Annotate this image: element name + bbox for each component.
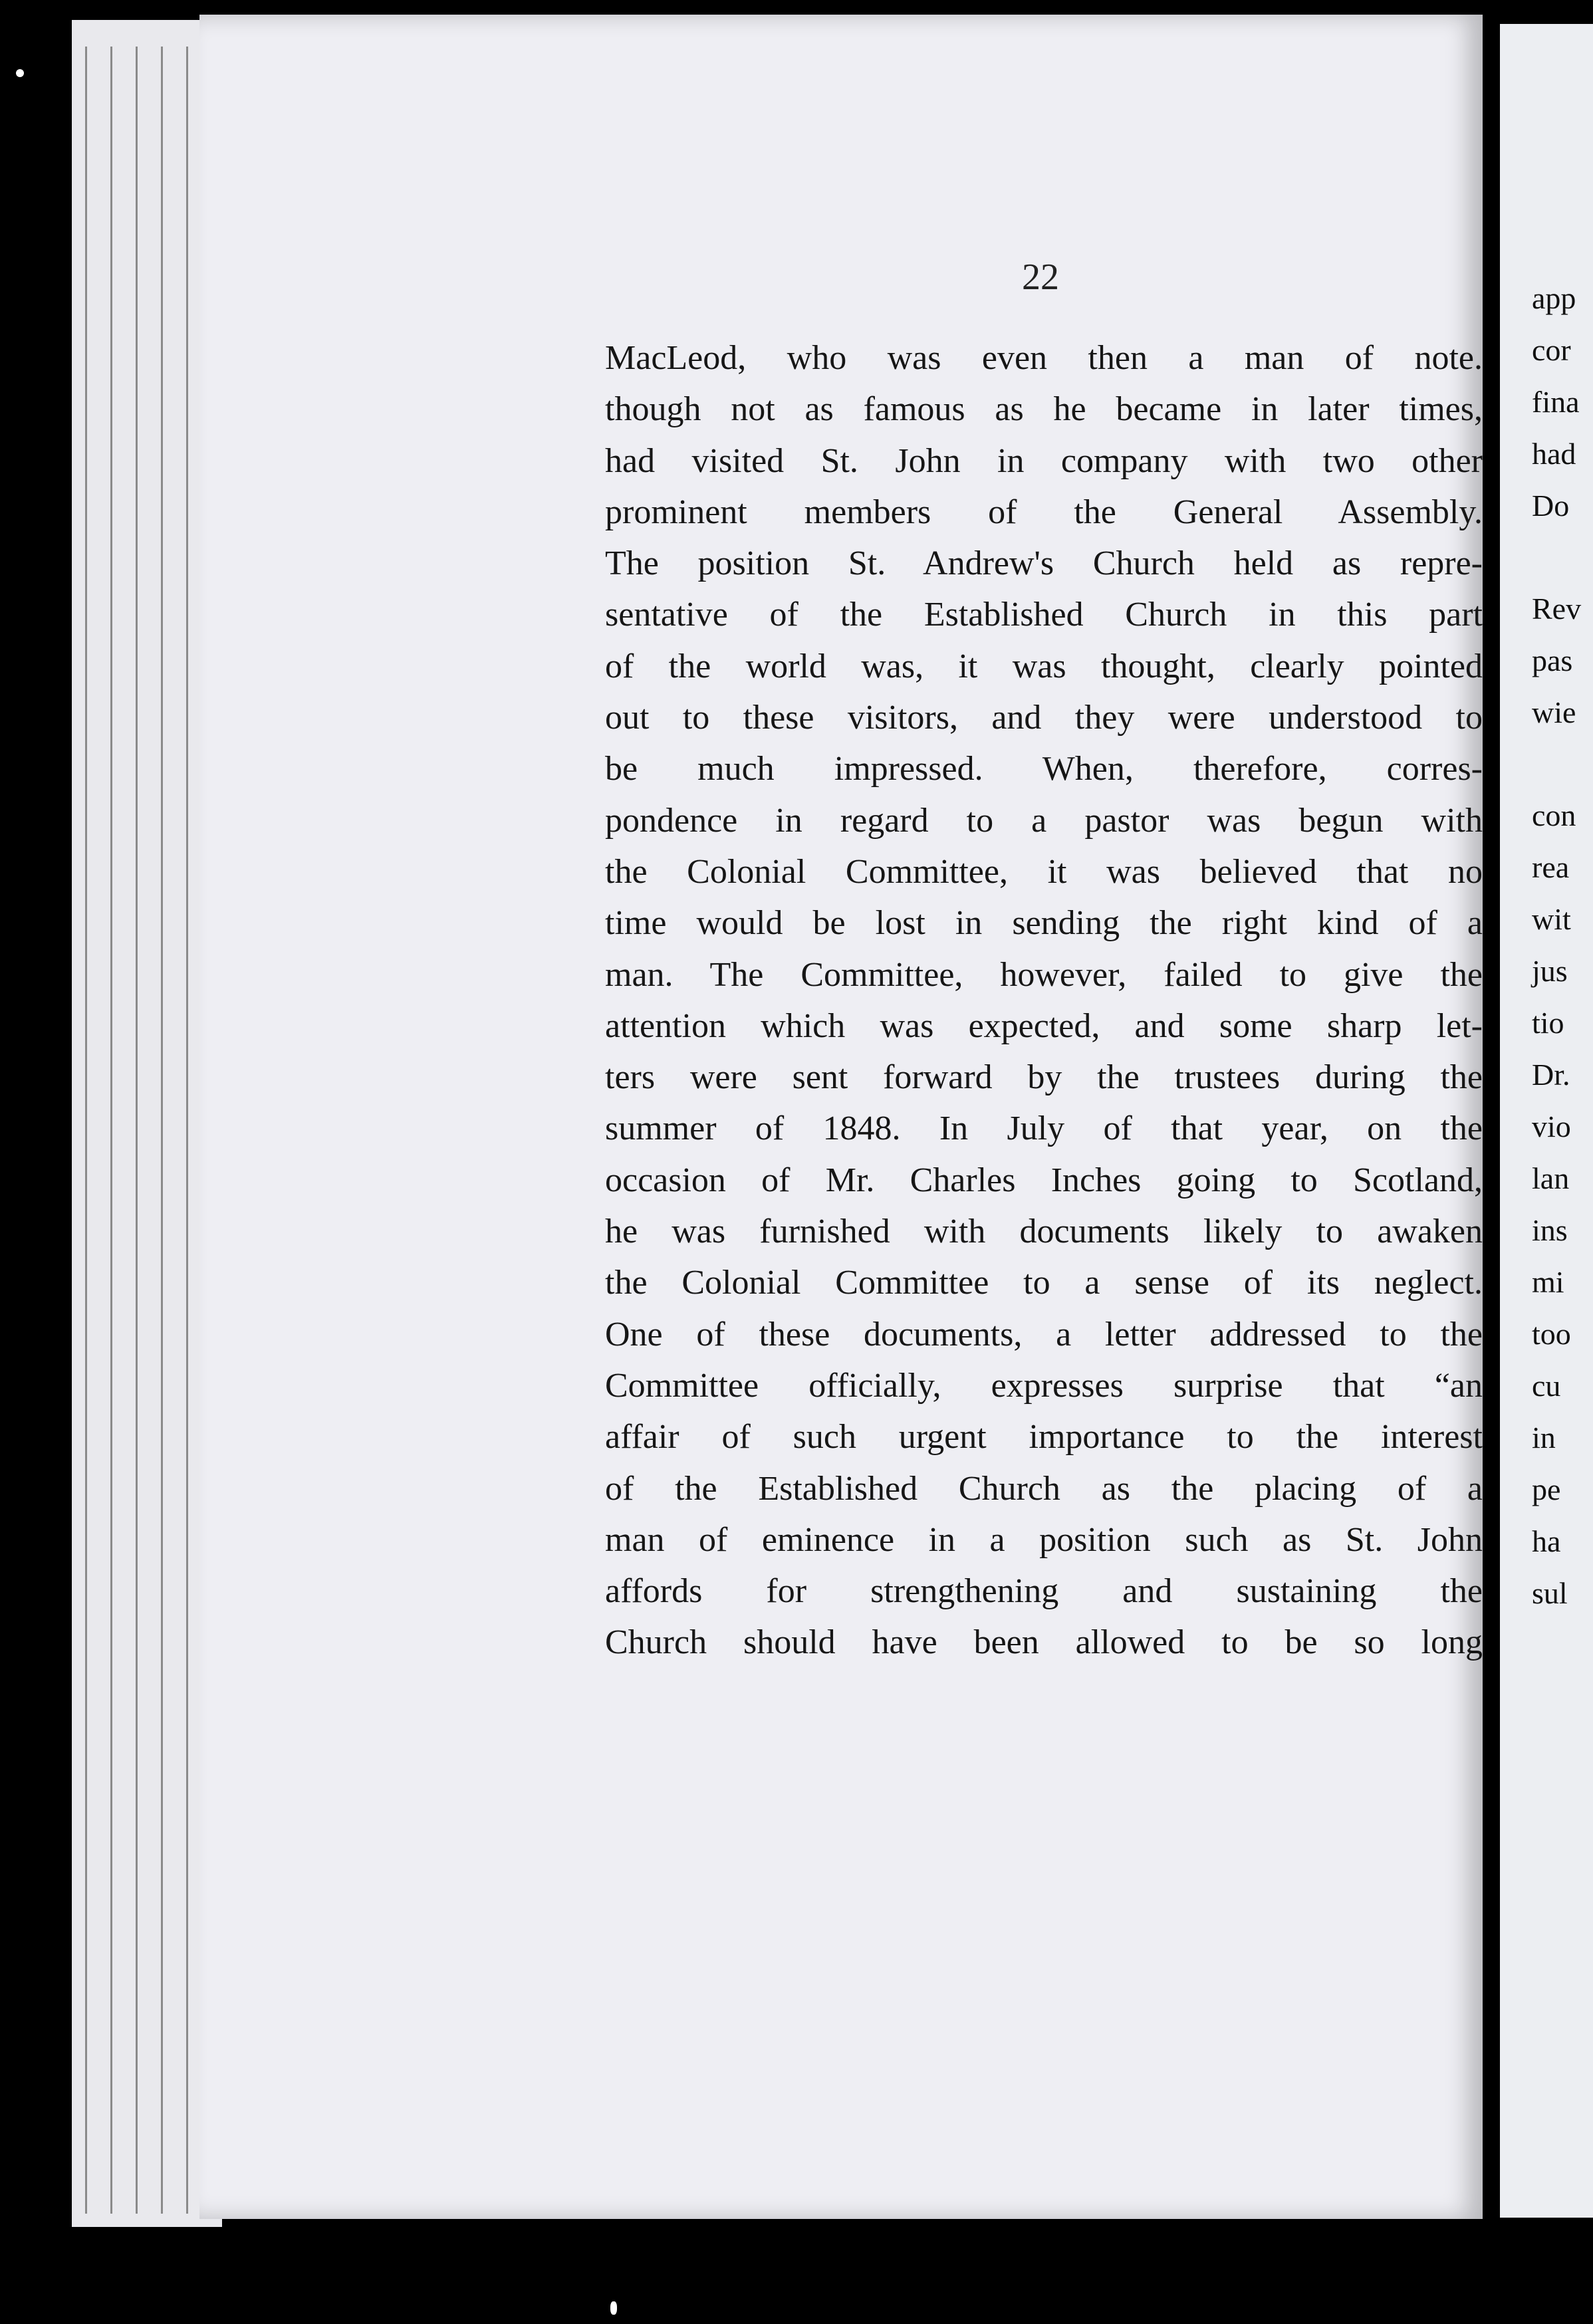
- text-line: prominent members of the General Assembly.: [605, 493, 1483, 531]
- text-line: ters were sent forward by the trustees during the: [605, 1058, 1483, 1097]
- text-line: Committee officially, expresses surprise that “an: [605, 1366, 1483, 1405]
- adjacent-page-text: rea: [1532, 850, 1570, 884]
- text-line: sentative of the Established Church in this part: [605, 596, 1483, 634]
- text-line: summer of 1848. In July of that year, on the: [605, 1109, 1483, 1148]
- adjacent-page-text: ins: [1532, 1213, 1568, 1247]
- adjacent-page-text: fina: [1532, 385, 1580, 419]
- text-line: occasion of Mr. Charles Inches going to Scotland,: [605, 1161, 1483, 1199]
- adjacent-page-text: vio: [1532, 1109, 1571, 1143]
- adjacent-page-text: Do: [1532, 489, 1570, 523]
- adjacent-page-text: pe: [1532, 1472, 1561, 1506]
- adjacent-page-text: jus: [1532, 954, 1568, 988]
- adjacent-page-text: tio: [1532, 1006, 1564, 1040]
- text-line: MacLeod, who was even then a man of note.: [605, 339, 1483, 377]
- text-line: though not as famous as he became in later times,: [605, 390, 1483, 429]
- text-line: attention which was expected, and some sharp let-: [605, 1006, 1483, 1045]
- adjacent-page-text: had: [1532, 437, 1576, 471]
- text-line: of the world was, it was thought, clearly pointed: [605, 647, 1483, 685]
- adjacent-page-text: cor: [1532, 333, 1571, 367]
- adjacent-page-text: wit: [1532, 902, 1571, 936]
- dust-speck: [610, 2301, 617, 2315]
- text-line: The position St. Andrew's Church held as repre-: [605, 544, 1483, 583]
- text-line: he was furnished with documents likely to awaken: [605, 1213, 1483, 1251]
- adjacent-page-text: Rev: [1532, 592, 1582, 626]
- body-text: [605, 332, 1483, 1669]
- adjacent-page-fragment: [1500, 24, 1593, 2218]
- text-line: of the Established Church as the placing of a: [605, 1469, 1483, 1508]
- text-line: One of these documents, a letter addressed to the: [605, 1315, 1483, 1353]
- text-line: the Colonial Committee, it was believed that no: [605, 852, 1483, 891]
- adjacent-page-text: lan: [1532, 1161, 1570, 1195]
- text-line: the Colonial Committee to a sense of its neglect.: [605, 1264, 1483, 1302]
- text-line: man. The Committee, however, failed to give the: [605, 955, 1483, 994]
- adjacent-page-text: in: [1532, 1421, 1556, 1454]
- text-line: affords for strengthening and sustaining the: [605, 1572, 1483, 1611]
- text-line: Church should have been allowed to be so long: [605, 1623, 1483, 1662]
- text-line: pondence in regard to a pastor was begun with: [605, 801, 1483, 840]
- adjacent-page-text: pas: [1532, 643, 1573, 677]
- adjacent-page-text: wie: [1532, 695, 1576, 729]
- adjacent-page-text: con: [1532, 798, 1576, 832]
- text-line: had visited St. John in company with two other: [605, 441, 1483, 480]
- text-line: affair of such urgent importance to the interest: [605, 1418, 1483, 1456]
- text-line: time would be lost in sending the right kind of a: [605, 904, 1483, 943]
- text-line: be much impressed. When, therefore, corres-: [605, 750, 1483, 788]
- text-line: man of eminence in a position such as St. John: [605, 1520, 1483, 1559]
- page-number: 22: [1022, 257, 1059, 298]
- adjacent-page-text: ha: [1532, 1524, 1561, 1558]
- adjacent-page-text: sul: [1532, 1576, 1568, 1610]
- adjacent-page-text: Dr.: [1532, 1058, 1570, 1092]
- adjacent-page-text: app: [1532, 281, 1576, 315]
- adjacent-page-text: cu: [1532, 1369, 1561, 1403]
- text-line: out to these visitors, and they were understood to: [605, 699, 1483, 737]
- adjacent-page-text: mi: [1532, 1265, 1564, 1299]
- adjacent-page-text: too: [1532, 1317, 1571, 1351]
- dust-speck: [16, 69, 24, 77]
